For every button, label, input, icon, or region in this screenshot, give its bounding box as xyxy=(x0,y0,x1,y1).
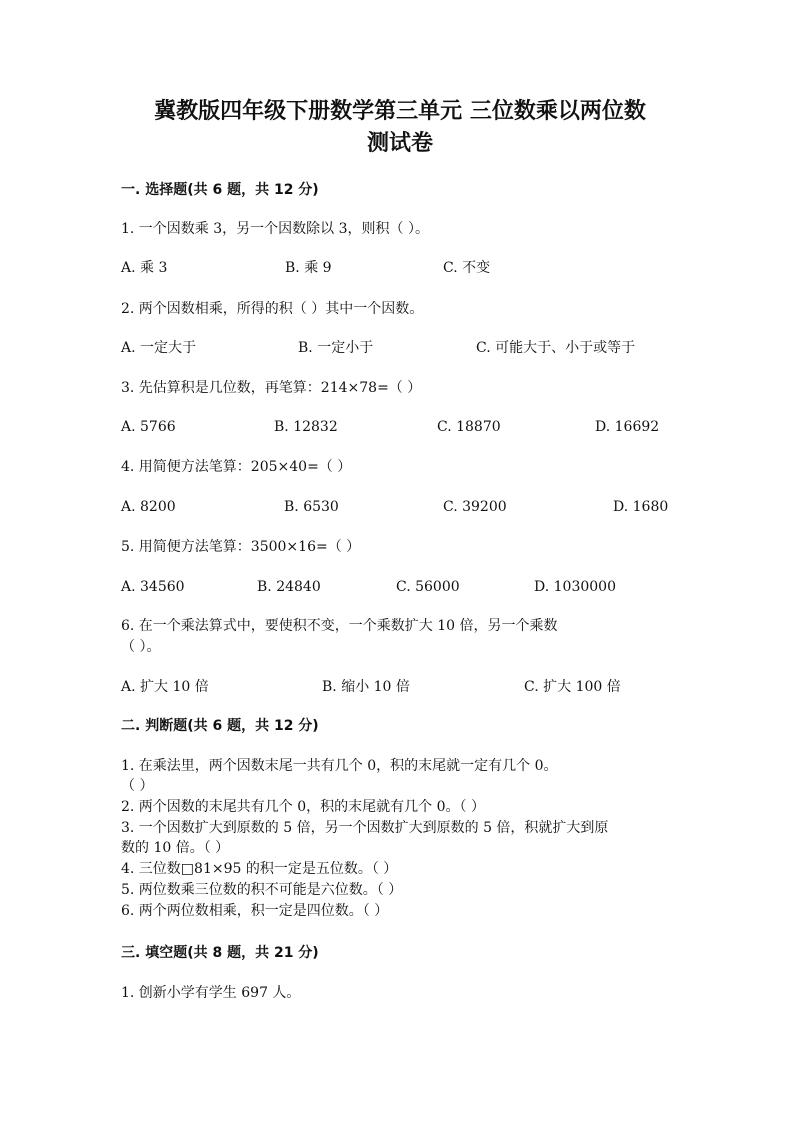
judgment-line: 1. 在乘法里，两个因数末尾一共有几个 0，积的末尾就一定有几个 0。 xyxy=(121,758,558,774)
option-b: B. 24840 xyxy=(257,579,321,595)
option-b: B. 乘 9 xyxy=(285,260,332,276)
section-header-choice: 一. 选择题(共 6 题，共 12 分) xyxy=(121,182,319,198)
question-stem: 6. 在一个乘法算式中，要使积不变，一个乘数扩大 10 倍，另一个乘数 xyxy=(121,618,558,634)
option-b: B. 12832 xyxy=(274,419,338,435)
judgment-line: 6. 两个两位数相乘，积一定是四位数。（ ） xyxy=(121,903,389,919)
option-a: A. 5766 xyxy=(121,419,176,435)
option-c: C. 56000 xyxy=(396,579,460,595)
fill-question: 1. 创新小学有学生 697 人。 xyxy=(121,985,301,1001)
exam-title-line1: 冀教版四年级下册数学第三单元 三位数乘以两位数 xyxy=(154,99,646,124)
option-a: A. 8200 xyxy=(121,499,176,515)
option-b: B. 6530 xyxy=(284,499,339,515)
option-c: C. 可能大于、小于或等于 xyxy=(476,340,636,356)
option-d: D. 16692 xyxy=(595,419,660,435)
question-stem: 3. 先估算积是几位数，再笔算：214×78=（ ） xyxy=(121,380,422,396)
judgment-line: 2. 两个因数的末尾共有几个 0，积的末尾就有几个 0。（ ） xyxy=(121,799,485,815)
section-header-judgment: 二. 判断题(共 6 题，共 12 分) xyxy=(121,718,319,734)
option-a: A. 扩大 10 倍 xyxy=(121,679,209,695)
question-stem: 2. 两个因数相乘，所得的积（ ）其中一个因数。 xyxy=(121,301,424,317)
question-stem: 1. 一个因数乘 3，另一个因数除以 3，则积（ ）。 xyxy=(121,221,429,237)
option-d: D. 1030000 xyxy=(534,579,616,595)
section-header-fill: 三. 填空题(共 8 题，共 21 分) xyxy=(121,945,319,961)
judgment-line: （ ） xyxy=(121,778,154,794)
question-stem-continued: （ ）。 xyxy=(121,639,161,655)
option-c: C. 不变 xyxy=(443,260,491,276)
exam-title-line2: 测试卷 xyxy=(366,131,433,156)
option-d: D. 1680 xyxy=(613,499,669,515)
option-a: A. 一定大于 xyxy=(121,340,197,356)
judgment-line: 3. 一个因数扩大到原数的 5 倍，另一个因数扩大到原数的 5 倍，积就扩大到原 xyxy=(121,820,609,836)
option-c: C. 扩大 100 倍 xyxy=(524,679,621,695)
judgment-line: 5. 两位数乘三位数的积不可能是六位数。（ ） xyxy=(121,882,403,898)
question-stem: 4. 用简便方法笔算：205×40=（ ） xyxy=(121,459,352,475)
judgment-line: 数的 10 倍。（ ） xyxy=(121,840,230,856)
option-c: C. 39200 xyxy=(443,499,507,515)
option-c: C. 18870 xyxy=(437,419,501,435)
option-b: B. 一定小于 xyxy=(298,340,374,356)
option-b: B. 缩小 10 倍 xyxy=(322,679,410,695)
judgment-line: 4. 三位数□81×95 的积一定是五位数。（ ） xyxy=(121,861,398,877)
question-stem: 5. 用简便方法笔算：3500×16=（ ） xyxy=(121,539,361,555)
option-a: A. 34560 xyxy=(121,579,185,595)
option-a: A. 乘 3 xyxy=(121,260,168,276)
